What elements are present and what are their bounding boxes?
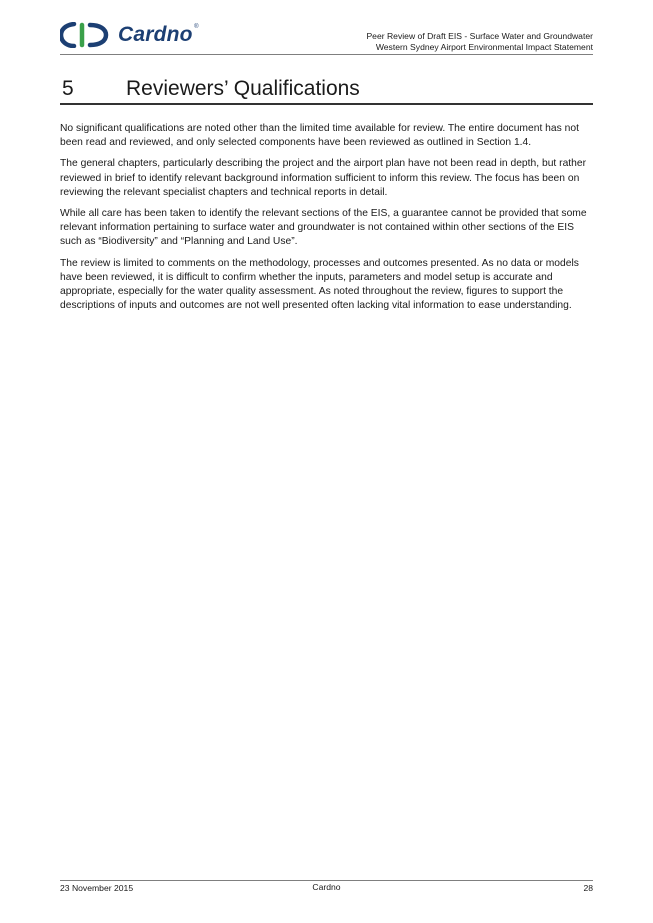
page-header bbox=[60, 22, 593, 54]
page-footer bbox=[60, 883, 593, 895]
header-divider bbox=[60, 54, 593, 55]
document-title-line-2: Western Sydney Airport Environmental Impact Statement bbox=[375, 42, 593, 52]
body-text bbox=[60, 122, 593, 320]
section-title: Reviewers’ Qualifications bbox=[126, 77, 360, 100]
section-number: 5 bbox=[62, 77, 74, 100]
registered-mark: ® bbox=[194, 24, 199, 30]
document-title bbox=[366, 31, 593, 53]
page-number: 28 bbox=[583, 883, 593, 893]
paragraph: The general chapters, particularly describing the project and the airport plan have not been read in depth, but rather reviewed in brief to identify relevant background information sufficient to inform this review. The focus has been on reviewing the relevant specialist chapters and technical reports in detail. bbox=[60, 158, 587, 198]
logo-wordmark: Cardno ® bbox=[118, 23, 199, 46]
paragraph: No significant qualifications are noted other than the limited time available for review. The entire document has not been read and reviewed, and only selected components have been reviewed as outlined in Section 1.4. bbox=[60, 123, 579, 149]
footer-divider bbox=[60, 880, 593, 881]
paragraph: While all care has been taken to identify the relevant sections of the EIS, a guarantee cannot be provided that some relevant information pertaining to surface water and groundwater is not contained within other sections of the EIS such as “Biodiversity” and “Planning and Land Use”. bbox=[60, 208, 587, 248]
document-title-line-1: Peer Review of Draft EIS - Surface Water and Groundwater bbox=[366, 31, 593, 41]
section-heading bbox=[60, 76, 593, 105]
cardno-logo bbox=[60, 22, 199, 48]
paragraph: The review is limited to comments on the methodology, processes and outcomes presented. As no data or models have been reviewed, it is difficult to confirm whether the inputs, parameters and model setup is accurate and appropriate, especially for the water quality assessment. As noted throughout the review, figures to support the descriptions of inputs and outcomes are not well presented often lacking vital information to ease understanding. bbox=[60, 257, 579, 312]
footer-company: Cardno bbox=[312, 882, 341, 892]
cardno-logo-icon bbox=[60, 22, 114, 48]
footer-date: 23 November 2015 bbox=[60, 883, 134, 893]
